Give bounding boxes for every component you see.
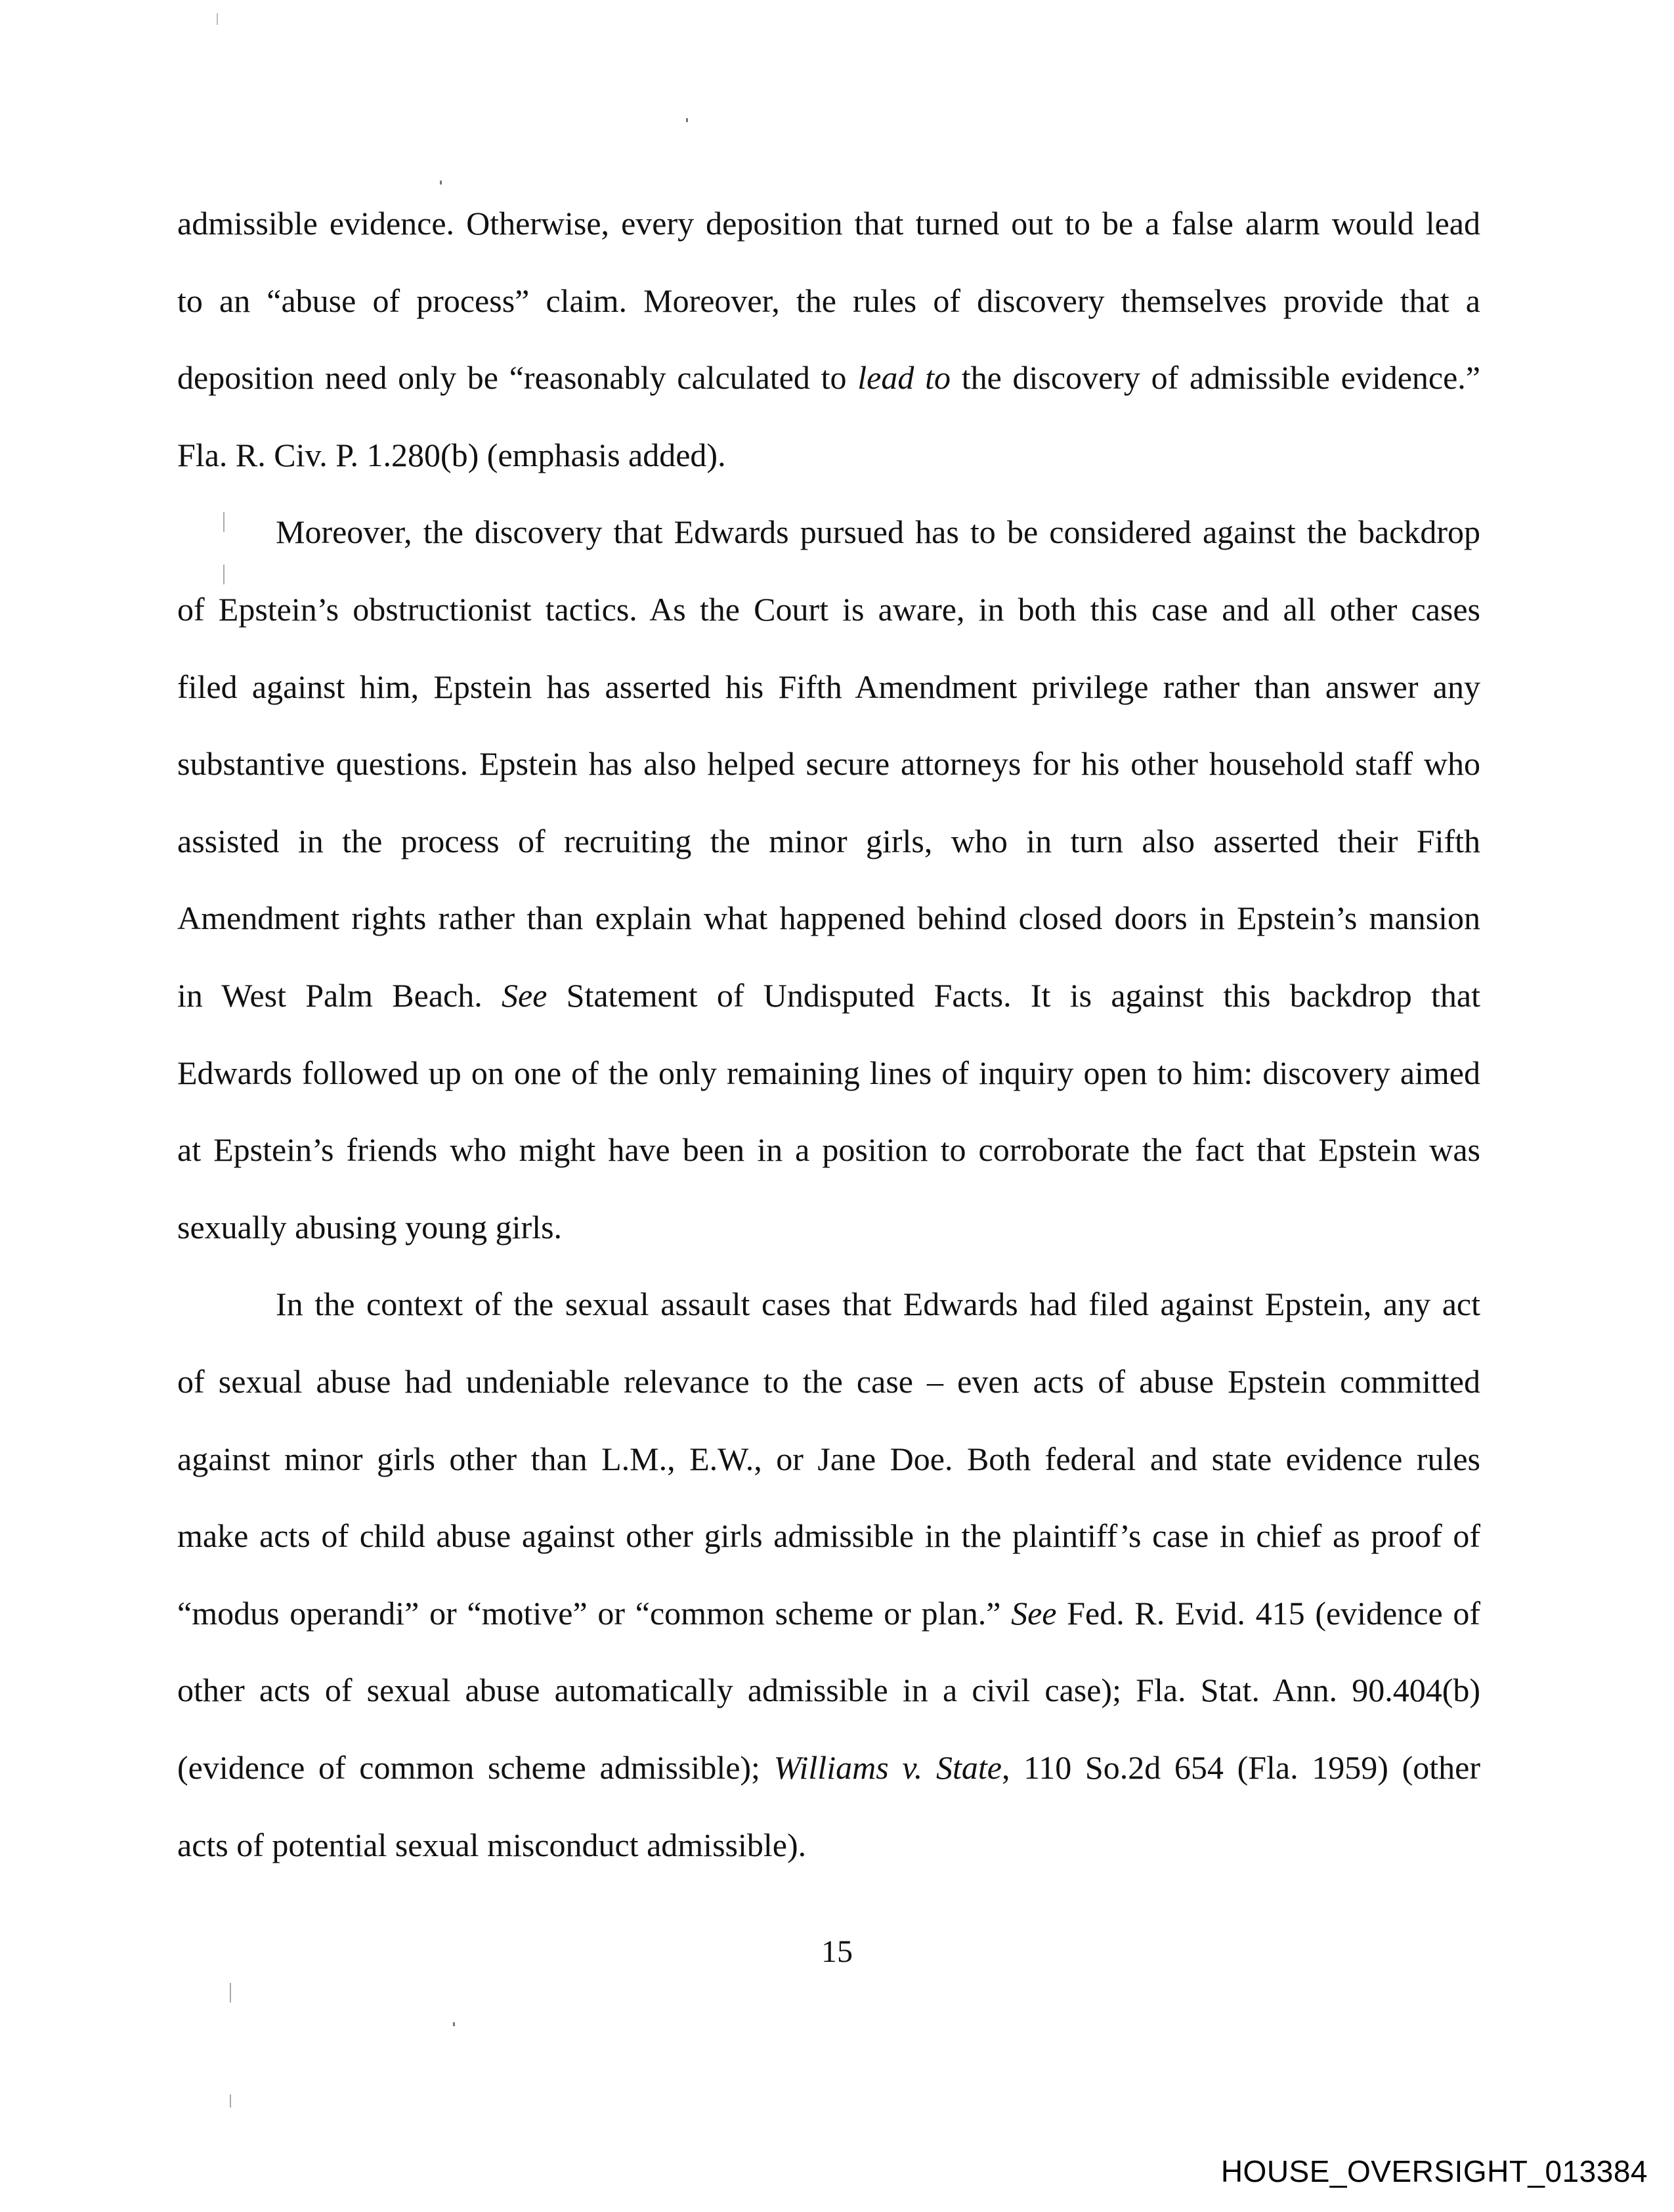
text-line: Edwards followed up on one of the only remaining lines of inquiry open to him: discovery aimed <box>177 1054 1480 1091</box>
text-line: of sexual abuse had undeniable relevance to the case – even acts of abuse Epstein committed <box>177 1363 1480 1400</box>
bates-stamp: HOUSE_OVERSIGHT_013384 <box>1220 2154 1648 2188</box>
text-line: to an “abuse of process” claim. Moreover, the rules of discovery themselves provide that a <box>177 282 1480 319</box>
text-line: (evidence of common scheme admissible); Williams v. State, 110 So.2d 654 (Fla. 1959) (other <box>177 1749 1480 1786</box>
text-line: other acts of sexual abuse automatically admissible in a civil case); Fla. Stat. Ann. 90.404(b) <box>177 1672 1480 1709</box>
text-line: of Epstein’s obstructionist tactics. As the Court is aware, in both this case and all other cases <box>177 591 1480 628</box>
text-line: “modus operandi” or “motive” or “common scheme or plan.” See Fed. R. Evid. 415 (evidence of <box>177 1594 1480 1632</box>
scan-speck <box>223 512 225 532</box>
scan-speck <box>217 13 218 25</box>
text-line: substantive questions. Epstein has also helped secure attorneys for his other household staff who <box>177 745 1480 783</box>
emphasis-text: lead to <box>857 359 951 397</box>
scan-speck <box>223 565 225 584</box>
emphasis-text: Williams v. State <box>773 1749 1002 1786</box>
text-line: Moreover, the discovery that Edwards pursued has to be considered against the backdrop <box>276 513 1480 551</box>
text-line: against minor girls other than L.M., E.W., or Jane Doe. Both federal and state evidence rules <box>177 1440 1480 1477</box>
text-line: In the context of the sexual assault cases that Edwards had filed against Epstein, any act <box>276 1286 1480 1323</box>
text-line: admissible evidence. Otherwise, every deposition that turned out to be a false alarm would lead <box>177 205 1480 242</box>
emphasis-text: See <box>1011 1594 1057 1632</box>
scan-speck <box>453 2022 455 2026</box>
text-line: deposition need only be “reasonably calculated to lead to the discovery of admissible evidence.” <box>177 359 1480 397</box>
scan-speck <box>440 181 442 184</box>
page-number: 15 <box>821 1934 853 1969</box>
text-line: in West Palm Beach. See Statement of Undisputed Facts. It is against this backdrop that <box>177 977 1480 1014</box>
emphasis-text: See <box>502 977 547 1014</box>
text-line: sexually abusing young girls. <box>177 1208 563 1246</box>
text-line: Fla. R. Civ. P. 1.280(b) (emphasis added). <box>177 436 726 473</box>
scan-speck <box>230 1983 231 2003</box>
text-line: acts of potential sexual misconduct admissible). <box>177 1826 807 1863</box>
text-line: Amendment rights rather than explain what happened behind closed doors in Epstein’s mansion <box>177 900 1480 937</box>
text-line: assisted in the process of recruiting the minor girls, who in turn also asserted their Fifth <box>177 822 1480 859</box>
text-line: at Epstein’s friends who might have been in a position to corroborate the fact that Epstein was <box>177 1131 1480 1169</box>
scan-speck <box>686 118 688 122</box>
text-line: make acts of child abuse against other girls admissible in the plaintiff’s case in chief as proof of <box>177 1517 1480 1555</box>
scan-speck <box>230 2094 231 2108</box>
text-line: filed against him, Epstein has asserted his Fifth Amendment privilege rather than answer any <box>177 668 1480 705</box>
